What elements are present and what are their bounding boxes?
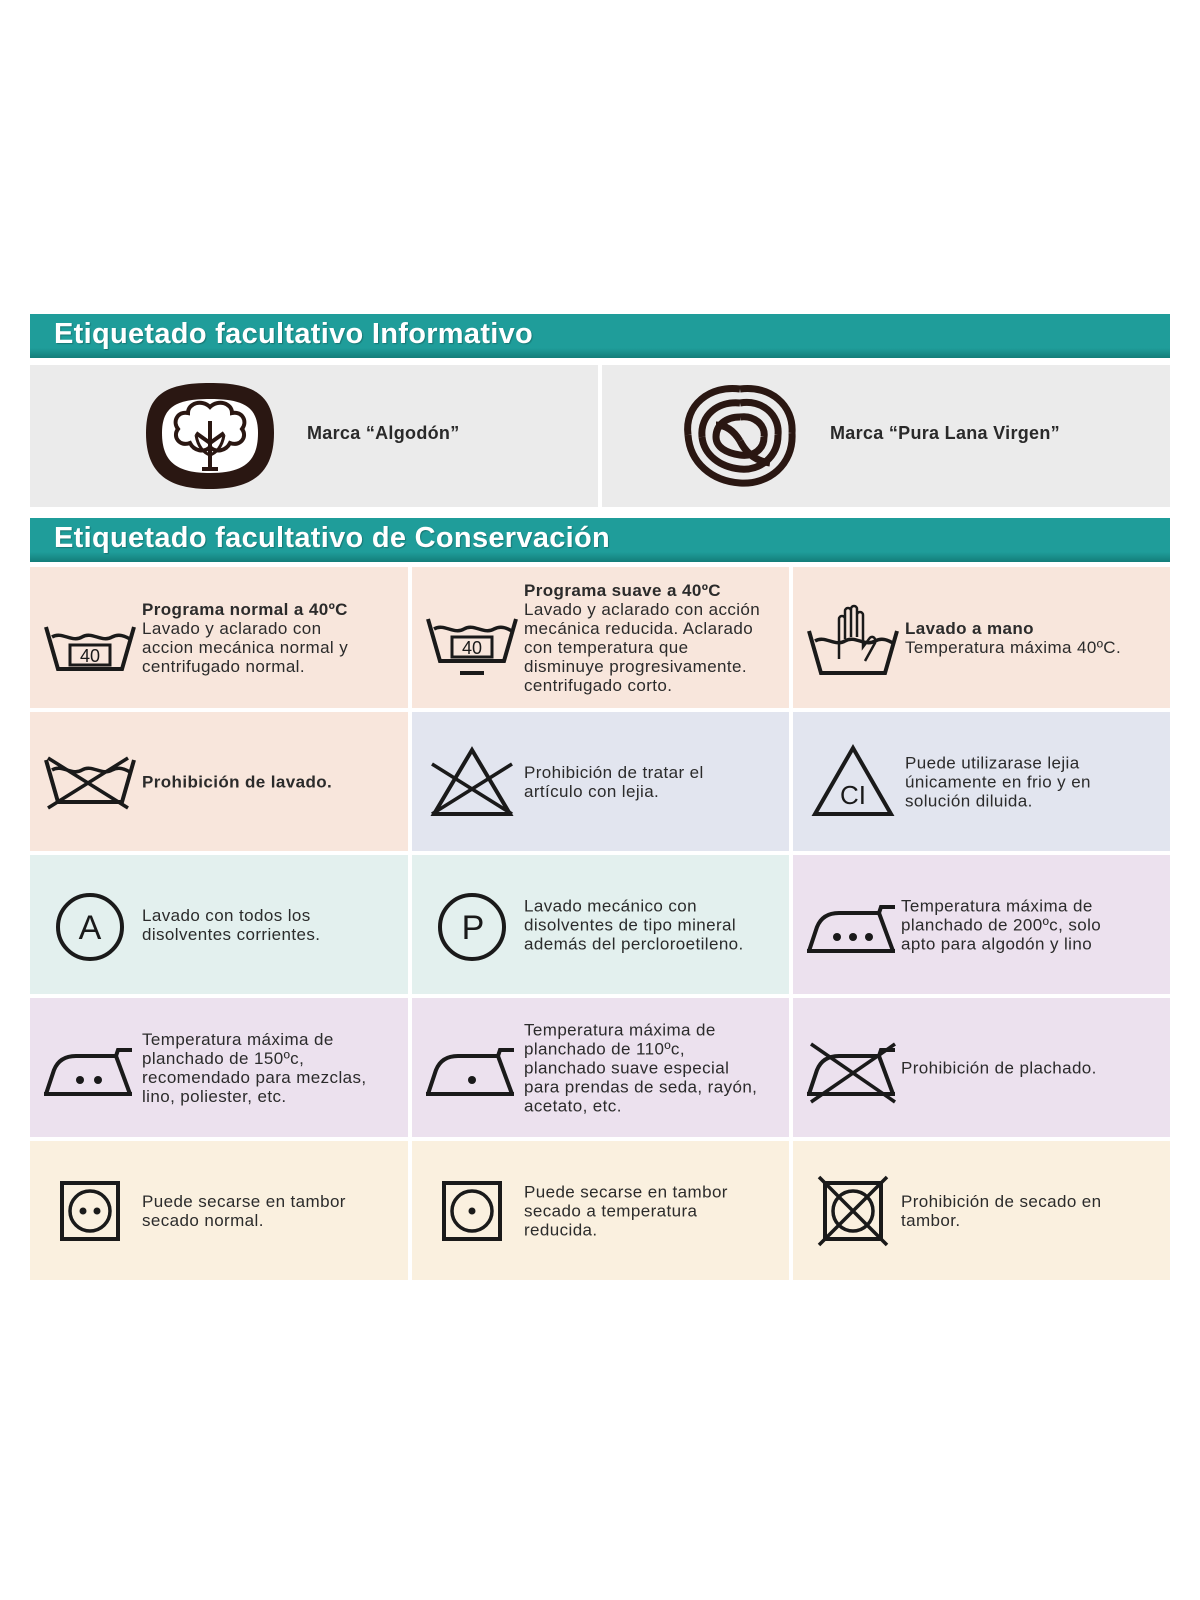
info-marks-row — [30, 365, 1170, 507]
svg-text:40: 40 — [461, 638, 483, 658]
iron-medium-icon — [40, 1020, 140, 1116]
care-text — [142, 906, 400, 944]
care-line: Prohibición de secado en — [901, 1191, 1102, 1211]
care-heading: Prohibición de lavado. — [142, 772, 333, 791]
care-line: secado a temperatura — [524, 1201, 698, 1220]
care-heading: Programa suave a 40ºC — [524, 580, 721, 600]
care-line: Lavado mecánico con — [524, 896, 697, 915]
care-line: disminuye progresivamente. — [524, 656, 747, 676]
care-line: accion mecánica normal y — [142, 637, 349, 657]
care-line: para prendas de seda, rayón, — [524, 1077, 758, 1096]
care-line: reducida. — [524, 1220, 598, 1239]
care-line: centrifugado normal. — [142, 656, 305, 676]
care-line: planchado de 110ºc, — [524, 1039, 685, 1058]
iron-high-icon — [803, 877, 903, 973]
care-text — [524, 1020, 781, 1115]
care-cell-gentle-wash — [412, 567, 789, 708]
care-text — [901, 1192, 1162, 1230]
info-section-title: Etiquetado facultativo Informativo — [54, 318, 534, 350]
care-line: Puede secarse en tambor — [142, 1191, 346, 1211]
care-line: Lavado y aclarado con — [142, 618, 322, 638]
care-line: disolventes de tipo mineral — [524, 915, 737, 934]
cotton-mark-label: Marca “Algodón” — [307, 423, 460, 443]
wool-mark-icon — [674, 375, 806, 495]
care-text — [905, 619, 1162, 657]
care-line: Lavado y aclarado con acción — [524, 599, 761, 619]
care-heading: Lavado a mano — [905, 618, 1034, 638]
care-line: solución diluida. — [905, 791, 1033, 810]
do-not-iron-icon — [803, 1020, 903, 1116]
care-line: Temperatura máxima de — [142, 1029, 334, 1049]
dryclean-p-label: P — [461, 909, 485, 947]
care-cell-dryclean-a — [30, 855, 408, 994]
care-line: acetato, etc. — [524, 1096, 622, 1115]
care-cell-iron-medium — [30, 998, 408, 1137]
care-line: además del percloroetileno. — [524, 934, 744, 953]
care-heading: Programa normal a 40ºC — [142, 599, 348, 619]
care-line: Lavado con todos los — [142, 905, 311, 925]
care-text — [524, 1182, 781, 1239]
care-line: lino, poliester, etc. — [142, 1086, 287, 1106]
care-text — [142, 1030, 400, 1106]
do-not-tumble-dry-icon — [803, 1163, 903, 1259]
do-not-wash-icon — [40, 734, 140, 830]
care-text — [901, 896, 1162, 953]
care-line: con temperatura que — [524, 637, 689, 657]
care-line: Prohibición de plachado. — [901, 1058, 1097, 1077]
care-cell-hand-wash — [793, 567, 1170, 708]
care-cell-chlorine-bleach — [793, 712, 1170, 851]
care-cell-no-bleach — [412, 712, 789, 851]
care-cell-do-not-wash — [30, 712, 408, 851]
care-cell-normal-wash — [30, 567, 408, 708]
care-line: planchado suave especial — [524, 1058, 730, 1077]
dryclean-a-label: A — [78, 909, 102, 947]
care-line: planchado de 150ºc, — [142, 1048, 305, 1068]
care-cell-do-not-tumble — [793, 1141, 1170, 1280]
care-line: Temperatura máxima 40ºC. — [905, 637, 1122, 657]
hand-wash-icon — [803, 589, 903, 685]
care-line: recomendado para mezclas, — [142, 1067, 367, 1087]
care-section-header — [30, 518, 1170, 562]
care-cell-dryclean-p — [412, 855, 789, 994]
care-cell-tumble-low — [412, 1141, 789, 1280]
care-line: secado normal. — [142, 1210, 264, 1230]
care-line: Temperatura máxima de — [901, 896, 1093, 915]
care-text — [905, 753, 1162, 810]
tumble-dry-low-icon — [422, 1163, 522, 1259]
care-line: disolventes corrientes. — [142, 924, 321, 944]
wool-mark-cell — [598, 365, 1170, 507]
svg-text:40: 40 — [79, 646, 101, 666]
care-text — [524, 763, 781, 801]
iron-low-icon — [422, 1020, 522, 1116]
care-line: únicamente en frio y en — [905, 772, 1091, 791]
care-line: apto para algodón y lino — [901, 934, 1093, 953]
care-line: tambor. — [901, 1210, 961, 1230]
care-line: planchado de 200ºc, solo — [901, 915, 1102, 934]
care-line: centrifugado corto. — [524, 675, 673, 695]
care-text — [524, 896, 781, 953]
care-line: Puede secarse en tambor — [524, 1182, 728, 1201]
care-line: Temperatura máxima de — [524, 1020, 716, 1039]
cotton-mark-cell — [30, 365, 598, 507]
tumble-dry-normal-icon — [40, 1163, 140, 1259]
care-cell-iron-high — [793, 855, 1170, 994]
care-text — [142, 1192, 400, 1230]
care-cell-tumble-normal — [30, 1141, 408, 1280]
care-line: mecánica reducida. Aclarado — [524, 618, 754, 638]
wash-40-gentle-icon — [422, 589, 522, 685]
cotton-mark-icon — [140, 377, 280, 495]
dryclean-a-icon — [40, 877, 140, 973]
dryclean-p-icon — [422, 877, 522, 973]
care-cell-iron-low — [412, 998, 789, 1137]
care-line: Prohibición de tratar el — [524, 762, 704, 782]
chlorine-label: CI — [840, 780, 866, 810]
care-text — [901, 1058, 1162, 1077]
care-text — [142, 600, 400, 676]
care-symbols-grid — [30, 567, 1170, 1280]
wool-mark-label: Marca “Pura Lana Virgen” — [830, 423, 1060, 443]
care-line: artículo con lejia. — [524, 781, 660, 801]
care-cell-do-not-iron — [793, 998, 1170, 1137]
care-section-title: Etiquetado facultativo de Conservación — [54, 522, 611, 554]
info-section-header — [30, 314, 1170, 358]
wash-40-icon — [40, 589, 140, 685]
no-bleach-icon — [422, 734, 522, 830]
chlorine-bleach-icon — [803, 734, 903, 830]
care-line: Puede utilizarase lejia — [905, 753, 1080, 772]
care-text — [524, 581, 781, 695]
care-text — [142, 772, 400, 791]
